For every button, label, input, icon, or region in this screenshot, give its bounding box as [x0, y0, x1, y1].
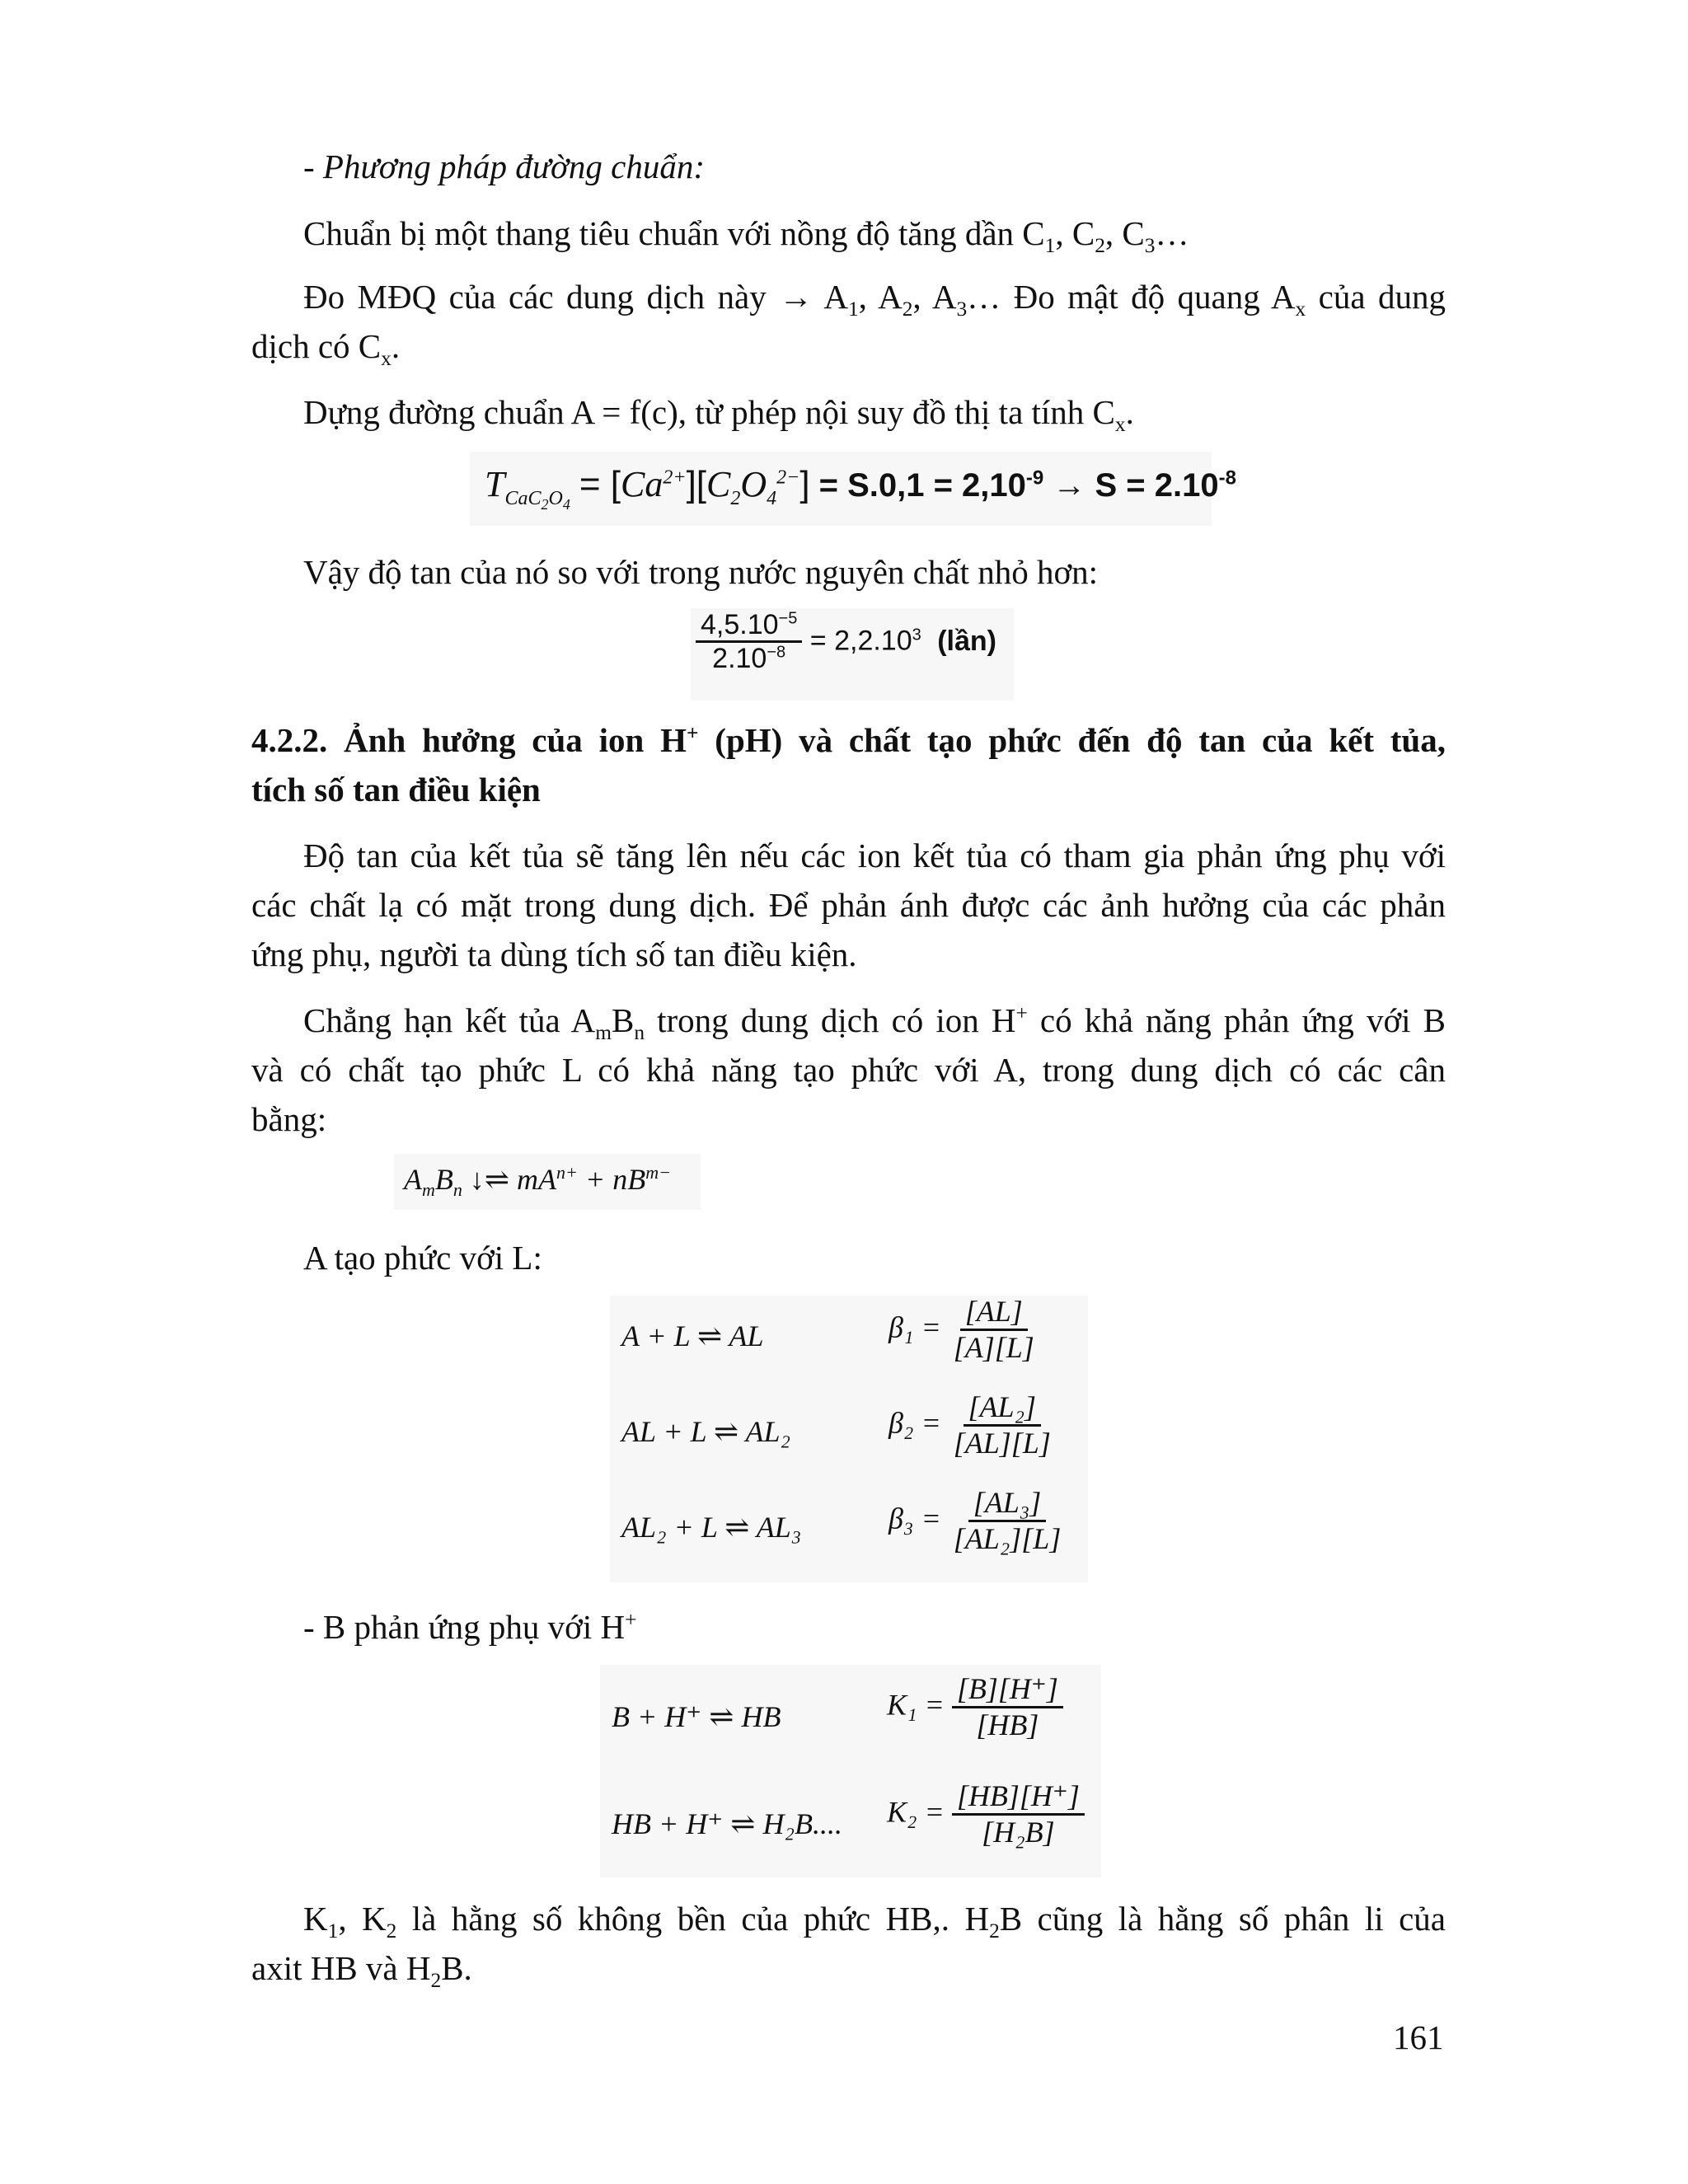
beta-1: β₁ = $\frac{[AL]}{[A][L]}$	[889, 1295, 1034, 1364]
complex-eq-3: AL₂ + L ⇌ AL₃	[621, 1511, 802, 1544]
protonation-eq-1: B + H⁺ ⇌ HB	[612, 1700, 781, 1733]
paragraph-1: Chuẩn bị một thang tiêu chuẩn với nồng độ tăng dần $C_1$, $C_2$, $C_3\dots$	[303, 214, 1189, 258]
solubility-product-equation: $T_{CaC_2O_4} = [Ca^{2+}][C_2O_4^{2-}] = S.0,1 = 2,10^{-9} \to S = 2.10^{-8}$	[470, 452, 1212, 526]
paragraph-3: Dựng đường chuẩn A = f(c), từ phép nội suy đồ thị ta tính $C_x$.	[303, 393, 1134, 437]
k-1: K₁ = $\frac{[B][H^+]}{[HB]}$	[887, 1673, 1063, 1742]
protonation-equilibria	[600, 1665, 1101, 1877]
complex-equilibria	[610, 1296, 1088, 1582]
paragraph-6-line-1: Chẳng hạn kết tủa $A_mB_n$ trong dung dịch có ion H+ có khả năng phản ứng với B	[303, 1001, 1446, 1045]
paragraph-9-line-1: $K_1$, $K_2$ là hằng số không bền của phức HB,. $H_2B$ cũng là hằng số phân li của	[303, 1900, 1446, 1943]
paragraph-5-line-2: các chất lạ có mặt trong dung dịch. Để phản ánh được các ảnh hưởng của các phản	[251, 886, 1446, 924]
paragraph-2-line-1: Đo MĐQ của các dung dịch này → $A_1$, $A_2$, $A_3\dots$ Đo mật độ quang $A_x$ của dung	[303, 278, 1446, 321]
method-title: - Phương pháp đường chuẩn:	[303, 148, 706, 185]
section-heading-line-2: tích số tan điều kiện	[251, 771, 541, 808]
beta-3: β₃ = $\frac{\text{[AL₃]}}{\text{[AL₂][L]}}$	[889, 1486, 1062, 1555]
paragraph-8: - B phản ứng phụ với H+	[303, 1608, 637, 1646]
page-number: 161	[1393, 2018, 1444, 2056]
beta-2: β₂ = $\frac{\text{[AL₂]}}{[AL][L]}$	[889, 1390, 1051, 1460]
k-2: K₂ = $\frac{[HB][H^+]}{\text{[H₂B]}}$	[887, 1780, 1085, 1849]
paragraph-6-line-2: và có chất tạo phức L có khả năng tạo phức với A, trong dung dịch có các cân	[251, 1051, 1446, 1089]
paragraph-9-line-2: axit HB và $H_2B$.	[251, 1949, 472, 1993]
paragraph-4: Vậy độ tan của nó so với trong nước nguyên chất nhỏ hơn:	[303, 553, 1099, 591]
paragraph-5-line-3: ứng phụ, người ta dùng tích số tan điều kiện.	[251, 935, 857, 973]
dissolution-equilibrium: $A_mB_n$ ↓⇌ $mA^{n+} + nB^{m-}$	[394, 1154, 701, 1210]
ratio-equation: $\frac{4,5.10^{-5}}{2.10^{-8}}$ = $2,2.10^3$ (lần)	[691, 608, 1014, 701]
paragraph-2-line-2: dịch có $C_x$.	[251, 327, 401, 371]
paragraph-6-line-3: bằng:	[251, 1100, 327, 1138]
paragraph-5-line-1: Độ tan của kết tủa sẽ tăng lên nếu các ion kết tủa có tham gia phản ứng phụ với	[303, 837, 1446, 874]
protonation-eq-2: HB + H⁺ ⇌ H₂B....	[612, 1807, 842, 1840]
section-heading: 4.2.2. Ảnh hưởng của ion H+ (pH) và chất tạo phức đến độ tan của kết tủa,	[251, 721, 1446, 759]
complex-eq-1: A + L ⇌ AL	[621, 1319, 764, 1352]
paragraph-7: A tạo phức với L:	[303, 1239, 542, 1277]
complex-eq-2: AL + L ⇌ AL₂	[621, 1415, 791, 1448]
